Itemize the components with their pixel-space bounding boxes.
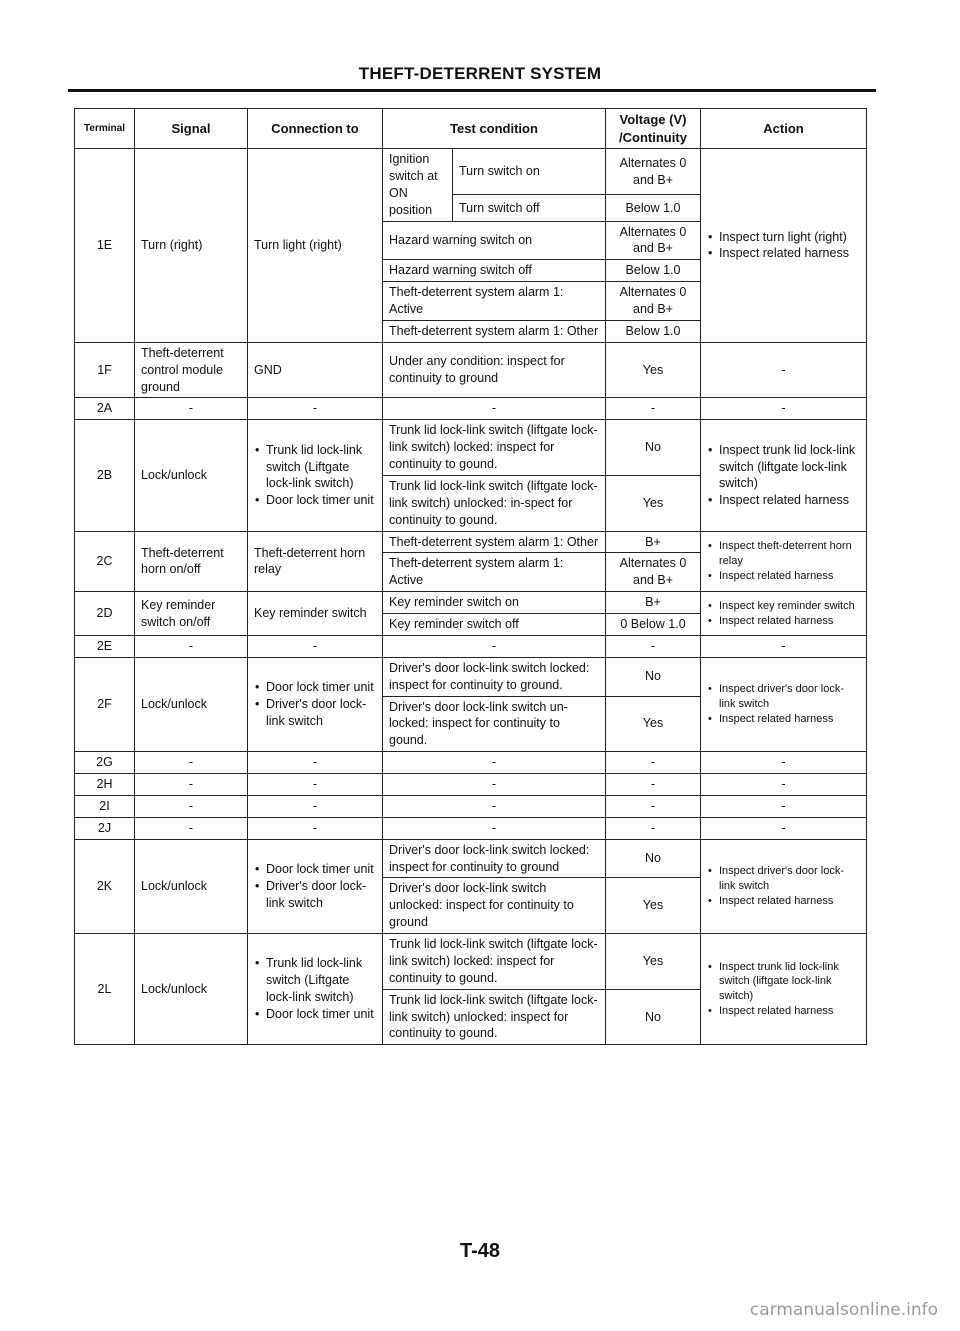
voltage-cell: Below 1.0 bbox=[606, 195, 701, 221]
action-cell: - bbox=[701, 795, 867, 817]
action-cell bbox=[701, 592, 867, 636]
voltage-cell: Below 1.0 bbox=[606, 320, 701, 342]
voltage-cell: - bbox=[606, 817, 701, 839]
signal-cell: Theft-deterrent horn on/off bbox=[135, 531, 248, 592]
header-connection: Connection to bbox=[248, 109, 383, 149]
condition-cell: Key reminder switch on bbox=[383, 592, 606, 614]
condition-cell: Theft-deterrent system alarm 1: Other bbox=[383, 531, 606, 553]
voltage-cell: No bbox=[606, 989, 701, 1045]
action-item: • Inspect related harness bbox=[707, 614, 860, 629]
connection-item: • Door lock timer unit bbox=[254, 1006, 376, 1023]
condition-cell: Hazard warning switch off bbox=[383, 260, 606, 282]
action-cell bbox=[701, 839, 867, 933]
action-cell bbox=[701, 934, 867, 1045]
voltage-cell: Yes bbox=[606, 934, 701, 990]
condition-cell: Theft-deterrent system alarm 1: Active bbox=[383, 282, 606, 321]
condition-cell: Theft-deterrent system alarm 1: Other bbox=[383, 320, 606, 342]
voltage-cell: 0 Below 1.0 bbox=[606, 614, 701, 636]
connection-cell: - bbox=[248, 752, 383, 774]
signal-cell: Lock/unlock bbox=[135, 934, 248, 1045]
terminal-cell: 1E bbox=[75, 149, 135, 343]
page-title: THEFT-DETERRENT SYSTEM bbox=[358, 64, 602, 83]
signal-cell: - bbox=[135, 817, 248, 839]
connection-item: • Door lock timer unit bbox=[254, 492, 376, 509]
voltage-cell: Yes bbox=[606, 878, 701, 934]
connection-cell: - bbox=[248, 398, 383, 420]
terminal-cell: 2F bbox=[75, 657, 135, 751]
action-item: • Inspect key reminder switch bbox=[707, 599, 860, 614]
terminal-cell: 1F bbox=[75, 342, 135, 398]
terminal-cell: 2K bbox=[75, 839, 135, 933]
action-item: • Inspect trunk lid lock-link switch (liftgate lock-link switch) bbox=[707, 442, 860, 493]
condition-cell: - bbox=[383, 817, 606, 839]
condition-cell: Driver's door lock-link switch unlocked: inspect for continuity to ground bbox=[383, 878, 606, 934]
connection-cell: - bbox=[248, 635, 383, 657]
header-row bbox=[75, 109, 867, 149]
condition-cell: Under any condition: inspect for continuity to ground bbox=[383, 342, 606, 398]
connection-cell: GND bbox=[248, 342, 383, 398]
action-cell: - bbox=[701, 635, 867, 657]
connection-item: • Driver's door lock-link switch bbox=[254, 696, 376, 730]
signal-cell: - bbox=[135, 774, 248, 796]
connection-cell bbox=[248, 839, 383, 933]
header-test-condition: Test condition bbox=[383, 109, 606, 149]
condition-cell: Hazard warning switch on bbox=[383, 221, 606, 260]
voltage-cell: - bbox=[606, 398, 701, 420]
connection-cell bbox=[248, 420, 383, 531]
voltage-cell: No bbox=[606, 657, 701, 696]
page-number: T-48 bbox=[459, 1240, 501, 1262]
action-item: • Inspect trunk lid lock-link switch (liftgate lock-link switch) bbox=[707, 960, 860, 1005]
action-cell bbox=[701, 149, 867, 343]
voltage-cell: - bbox=[606, 795, 701, 817]
table-row bbox=[75, 752, 867, 774]
signal-cell: - bbox=[135, 398, 248, 420]
signal-cell: Theft-deterrent control module ground bbox=[135, 342, 248, 398]
table-row bbox=[75, 635, 867, 657]
connection-item: • Trunk lid lock-link switch (Liftgate lock-link switch) bbox=[254, 955, 376, 1006]
connection-cell: Key reminder switch bbox=[248, 592, 383, 636]
header-action: Action bbox=[701, 109, 867, 149]
condition-cell: Turn switch off bbox=[453, 195, 606, 221]
connection-item: • Trunk lid lock-link switch (Liftgate lock-link switch) bbox=[254, 442, 376, 493]
voltage-cell: Yes bbox=[606, 696, 701, 752]
terminal-cell: 2G bbox=[75, 752, 135, 774]
signal-cell: Key reminder switch on/off bbox=[135, 592, 248, 636]
voltage-cell: Alternates 0 and B+ bbox=[606, 149, 701, 195]
signal-cell: - bbox=[135, 795, 248, 817]
condition-cell: Trunk lid lock-link switch (liftgate lock-link switch) locked: inspect for continuity to gound. bbox=[383, 420, 606, 476]
action-item: • Inspect related harness bbox=[707, 712, 860, 727]
signal-cell: - bbox=[135, 752, 248, 774]
table-row bbox=[75, 934, 867, 990]
condition-cell: - bbox=[383, 774, 606, 796]
voltage-cell: B+ bbox=[606, 592, 701, 614]
table-row bbox=[75, 420, 867, 476]
table-row bbox=[75, 531, 867, 553]
terminal-cell: 2C bbox=[75, 531, 135, 592]
voltage-cell: - bbox=[606, 635, 701, 657]
action-cell bbox=[701, 531, 867, 592]
table-row bbox=[75, 149, 867, 195]
action-item: • Inspect related harness bbox=[707, 894, 860, 909]
action-item: • Inspect turn light (right) bbox=[707, 229, 860, 246]
condition-cell: Driver's door lock-link switch locked: inspect for continuity to ground. bbox=[383, 657, 606, 696]
terminal-cell: 2L bbox=[75, 934, 135, 1045]
action-item: • Inspect related harness bbox=[707, 492, 860, 509]
condition-cell: Trunk lid lock-link switch (liftgate lock-link switch) locked: inspect for continuity to gound. bbox=[383, 934, 606, 990]
condition-cell: Key reminder switch off bbox=[383, 614, 606, 636]
terminal-cell: 2A bbox=[75, 398, 135, 420]
connection-cell: - bbox=[248, 817, 383, 839]
condition-cell: Trunk lid lock-link switch (liftgate lock-link switch) unlocked: in-spect for continuity to gound. bbox=[383, 475, 606, 531]
signal-cell: Lock/unlock bbox=[135, 657, 248, 751]
voltage-cell: Alternates 0 and B+ bbox=[606, 221, 701, 260]
connection-cell: Theft-deterrent horn relay bbox=[248, 531, 383, 592]
table-row bbox=[75, 592, 867, 614]
terminal-spec-table bbox=[74, 108, 867, 1045]
condition-cell: - bbox=[383, 635, 606, 657]
action-item: • Inspect driver's door lock-link switch bbox=[707, 864, 860, 894]
condition-cell: Driver's door lock-link switch un-locked: inspect for continuity to gound. bbox=[383, 696, 606, 752]
connection-cell bbox=[248, 657, 383, 751]
table-row bbox=[75, 839, 867, 878]
action-cell: - bbox=[701, 774, 867, 796]
signal-cell: Lock/unlock bbox=[135, 839, 248, 933]
voltage-cell: No bbox=[606, 420, 701, 476]
table-row bbox=[75, 342, 867, 398]
condition-cell: Theft-deterrent system alarm 1: Active bbox=[383, 553, 606, 592]
table-row bbox=[75, 774, 867, 796]
terminal-cell: 2E bbox=[75, 635, 135, 657]
action-cell bbox=[701, 420, 867, 531]
connection-cell: - bbox=[248, 795, 383, 817]
signal-cell: - bbox=[135, 635, 248, 657]
table-row bbox=[75, 795, 867, 817]
action-cell bbox=[701, 657, 867, 751]
voltage-cell: No bbox=[606, 839, 701, 878]
title-rule bbox=[68, 89, 876, 92]
action-item: • Inspect related harness bbox=[707, 569, 860, 584]
voltage-cell: Alternates 0 and B+ bbox=[606, 282, 701, 321]
condition-cell: - bbox=[383, 752, 606, 774]
header-voltage: Voltage (V) /Continuity bbox=[606, 109, 701, 149]
header-terminal: Terminal bbox=[75, 109, 135, 149]
action-item: • Inspect theft-deterrent horn relay bbox=[707, 539, 860, 569]
terminal-cell: 2H bbox=[75, 774, 135, 796]
connection-cell bbox=[248, 934, 383, 1045]
signal-cell: Turn (right) bbox=[135, 149, 248, 343]
terminal-cell: 2I bbox=[75, 795, 135, 817]
table-row bbox=[75, 398, 867, 420]
action-item: • Inspect related harness bbox=[707, 1004, 860, 1019]
condition-cell: Trunk lid lock-link switch (liftgate lock-link switch) unlocked: inspect for continuity to gound. bbox=[383, 989, 606, 1045]
table-row bbox=[75, 657, 867, 696]
connection-item: • Door lock timer unit bbox=[254, 679, 376, 696]
action-item: • Inspect driver's door lock-link switch bbox=[707, 682, 860, 712]
action-cell: - bbox=[701, 752, 867, 774]
action-cell: - bbox=[701, 817, 867, 839]
voltage-cell: Yes bbox=[606, 342, 701, 398]
header-signal: Signal bbox=[135, 109, 248, 149]
connection-cell: - bbox=[248, 774, 383, 796]
condition-cell: - bbox=[383, 398, 606, 420]
action-cell: - bbox=[701, 398, 867, 420]
condition-cell: - bbox=[383, 795, 606, 817]
voltage-cell: - bbox=[606, 752, 701, 774]
condition-cell: Driver's door lock-link switch locked: inspect for continuity to ground bbox=[383, 839, 606, 878]
voltage-cell: Alternates 0 and B+ bbox=[606, 553, 701, 592]
voltage-cell: Yes bbox=[606, 475, 701, 531]
signal-cell: Lock/unlock bbox=[135, 420, 248, 531]
ignition-condition-cell: Ignition switch at ON position bbox=[383, 149, 453, 222]
connection-cell: Turn light (right) bbox=[248, 149, 383, 343]
action-cell: - bbox=[701, 342, 867, 398]
terminal-cell: 2J bbox=[75, 817, 135, 839]
connection-item: • Driver's door lock-link switch bbox=[254, 878, 376, 912]
voltage-cell: B+ bbox=[606, 531, 701, 553]
terminal-cell: 2D bbox=[75, 592, 135, 636]
table-row bbox=[75, 817, 867, 839]
voltage-cell: Below 1.0 bbox=[606, 260, 701, 282]
action-item: • Inspect related harness bbox=[707, 245, 860, 262]
voltage-cell: - bbox=[606, 774, 701, 796]
condition-cell: Turn switch on bbox=[453, 149, 606, 195]
connection-item: • Door lock timer unit bbox=[254, 861, 376, 878]
terminal-cell: 2B bbox=[75, 420, 135, 531]
watermark: carmanualsonline.info bbox=[749, 1300, 938, 1320]
